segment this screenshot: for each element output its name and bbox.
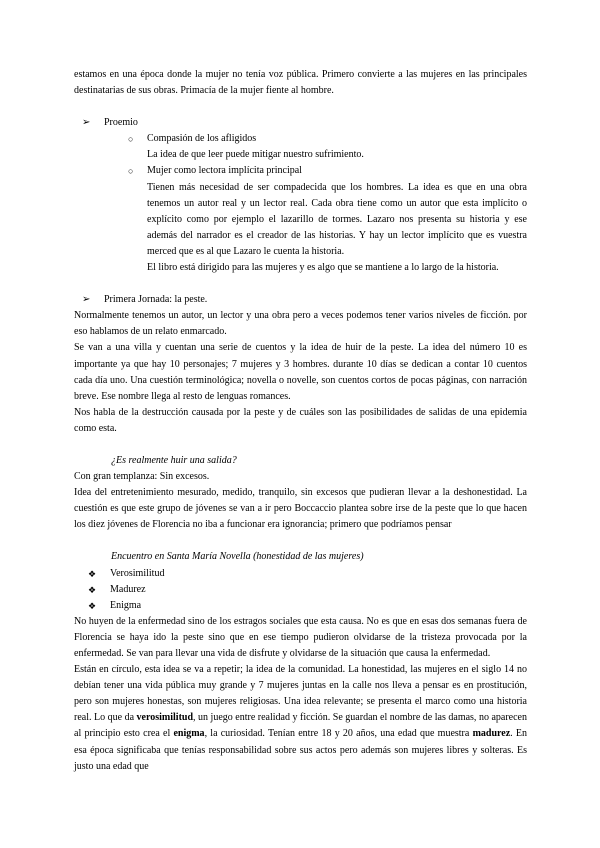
proemio-item-body: Tienen más necesidad de ser compadecida que los hombres. La idea es que en una obra tenemos un autor real y un lector real. Cada obra tiene como un autor que esta implícito o explícito como por ejemplo el lazarillo de tormes. Lazaro nos presenta su historia y ese además del narrador es el creador de las historias. Y hay un lector implícito que es vuestra merced que es al que Lazaro le cuenta la historia. [147,181,527,257]
encuentro-bullets [74,566,527,614]
arrow-bullet-icon: ➢ [82,117,91,129]
proemio-item-body: El libro está dirigido para las mujeres y es algo que se mantiene a lo largo de la historia. [147,262,499,274]
circle-bullet-icon: ○ [128,166,134,177]
jornada-paragraph: Nos habla de la destrucción causada por la peste y de cuáles son las posibilidades de salidas de una epidemia como esta. [74,406,527,434]
jornada-paragraph: Se van a una villa y cuentan una serie de cuentos y la idea de huir de la peste. La idea del número 10 es importante ya que hay 10 personajes; 7 mujeres y 3 hombres. durante 10 días se dedican a contar 10 cuentos cada día uno. Una cuestión terminológica; novella o novelle, son cuentos cortos de pocas páginas, con narración breve. Ese nombre llega al resto de lenguas romances. [74,342,527,402]
huir-paragraph: Con gran templanza: Sin excesos. [74,471,210,483]
proemio-section [74,115,527,131]
intro-paragraph: estamos en una época donde la mujer no tenía voz pública. Primero convierte a las mujeres en las principales destinatarias de sus obras. Primacía de la mujer fiente al hombre. [74,69,527,97]
circle-bullet-icon: ○ [128,134,134,145]
arrow-bullet-icon: ➢ [82,294,91,306]
huir-paragraph: Idea del entretenimiento mesurado, medido, tranquilo, sin excesos que pudieran llevar a la deshonestidad. La cuestión es que este grupo de jóvenes se van a ir pero Boccaccio plantea sobre irse de la peste que lo que hacen los diez jóvenes de Florencia no iba a funcionar era ignorancia; primero que podríamos pensar [74,487,527,531]
proemio-item-body: La idea de que leer puede mitigar nuestro sufrimiento. [147,149,364,161]
list-item: ❖ Enigma [74,598,527,614]
encuentro-paragraph: Están en círculo, esta idea se va a repetir; la idea de la comunidad. La honestidad, las mujeres en el siglo 14 no debían tener una vida pública muy grande y 7 mujeres juntas en la calle nos lleva a pensar es en prostitución, pero son mujeres honestas, son mujeres religiosas. Una idea relevante; se presenta el marco como una historia real. Lo que da verosimilitud, un juego entre realidad y ficción. Se guardan el nombre de las damas, no aparecen al principio esto crea el enigma, la curiosidad. Tenían entre 18 y 20 años, una edad que muestra madurez. En esa época significaba que tenías responsabilidad sobre sus actos pero además son mujeres libres y solteras. Es justo una edad que [74,664,527,772]
list-item: ❖ Verosimilitud [74,566,527,582]
encuentro-heading: Encuentro en Santa María Novella (honestidad de las mujeres) [111,551,364,563]
list-item: ❖ Madurez [74,582,527,598]
diamond-bullet-icon: ❖ [88,568,97,579]
document-page [74,67,527,775]
jornada-section [74,292,527,308]
diamond-bullet-icon: ❖ [88,600,97,611]
proemio-item-compasion: ○ Compasión de los afligidos [74,131,527,147]
proemio-item-lectora: ○ Mujer como lectora implícita principal [74,163,527,179]
huir-question: ¿Es realmente huir una salida? [111,454,237,466]
jornada-paragraph: Normalmente tenemos un autor, un lector y una obra pero a veces podemos tener varios niveles de ficción. por eso hablamos de un relato enmarcado. [74,310,527,338]
proemio-heading: ➢ Proemio [74,115,527,131]
encuentro-paragraph: No huyen de la enfermedad sino de los estragos sociales que esta causa. No es que en esas dos semanas fuera de Florencia se haya ido la peste sino que en ese tiempo pudieron olvidarse de la tristeza provocada por la enfermedad. Se van para llevar una vida de disfrute y olvidarse de la situación que causa la enfermedad. [74,615,527,659]
proemio-list [74,131,527,276]
diamond-bullet-icon: ❖ [88,584,97,595]
jornada-heading: ➢ Primera Jornada: la peste. [74,292,527,308]
